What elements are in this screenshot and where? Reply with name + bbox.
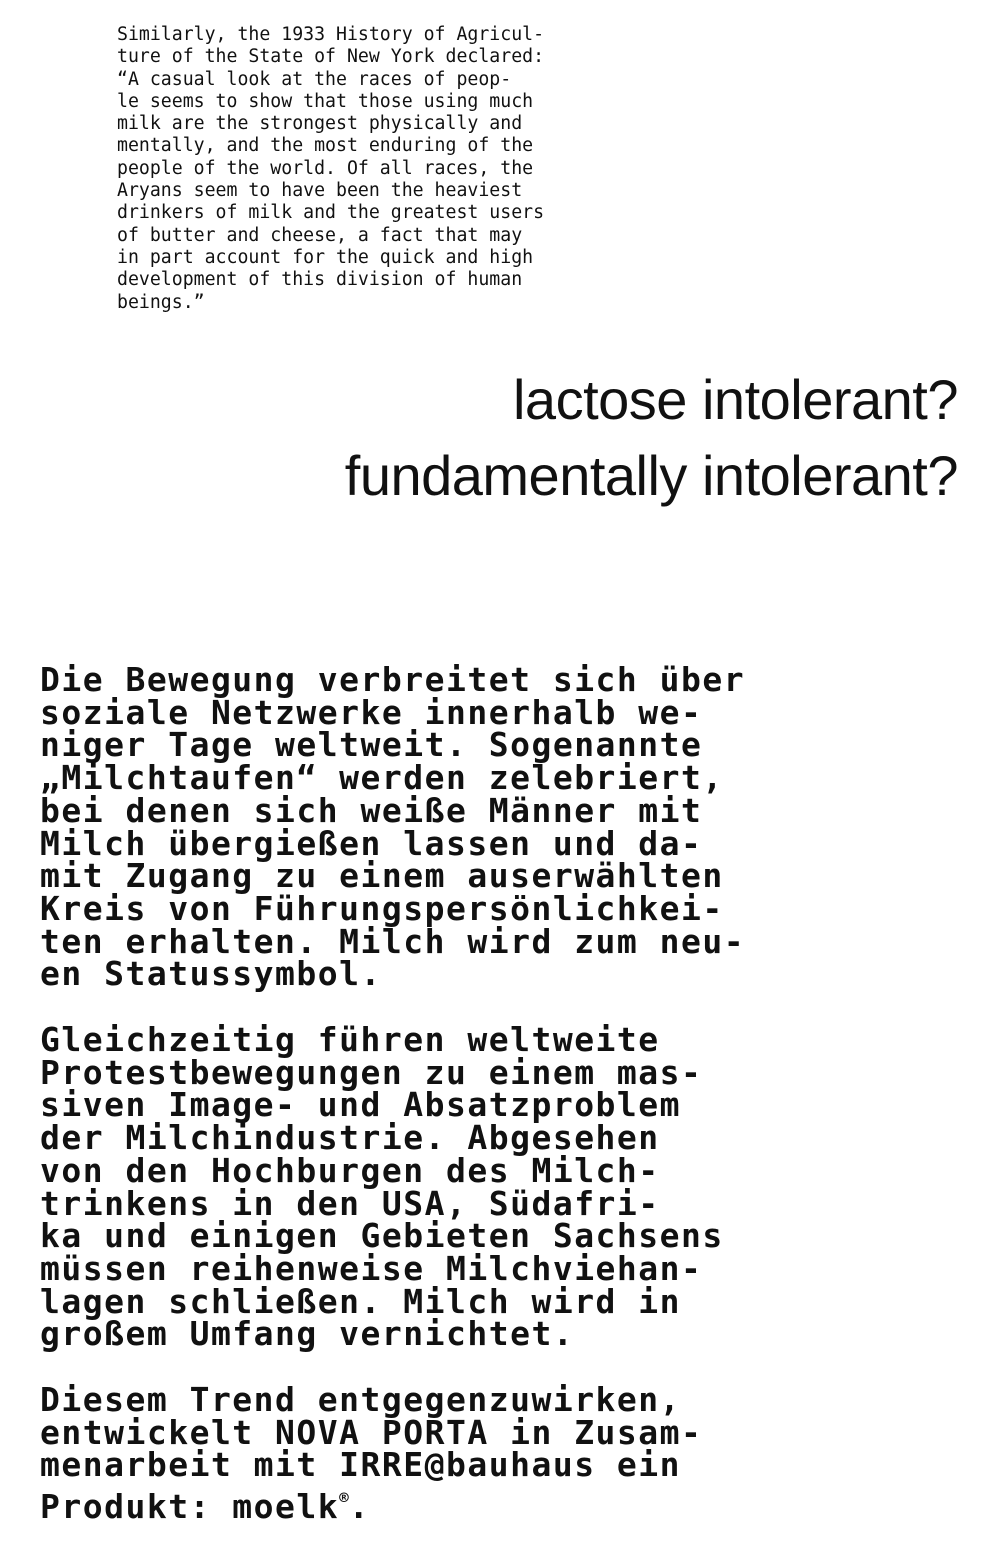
paragraph-line: ten erhalten. Milch wird zum neu- xyxy=(40,921,746,961)
quote-line: Aryans seem to have been the heaviest xyxy=(117,180,523,202)
paragraph-line: Die Bewegung verbreitet sich über xyxy=(40,660,746,699)
paragraph-line: Diesem Trend entgegenzuwirken, xyxy=(40,1380,682,1420)
paragraph-line: Kreis von Führungspersönlichkei- xyxy=(40,888,724,928)
paragraph-line: der Milchindustrie. Abgesehen xyxy=(40,1118,660,1158)
paragraph-line: mit Zugang zu einem auserwählten xyxy=(40,856,724,896)
paragraph-2 xyxy=(40,1020,960,1354)
paragraph-line: lagen schließen. Milch wird in xyxy=(40,1281,682,1321)
paragraph-line: müssen reihenweise Milchviehan- xyxy=(40,1248,703,1288)
quote-line: people of the world. Of all races, the xyxy=(117,157,534,179)
body-text xyxy=(40,660,960,1557)
paragraph-line: Protestbewegungen zu einem mas- xyxy=(40,1052,703,1092)
paragraph-line: soziale Netzwerke innerhalb we- xyxy=(40,692,703,732)
paragraph-line: bei denen sich weiße Männer mit xyxy=(40,790,703,830)
paragraph-1 xyxy=(40,660,960,994)
quote-line: milk are the strongest physically and xyxy=(117,113,523,135)
paragraph-line: niger Tage weltweit. Sogenannte xyxy=(40,725,703,765)
paragraph-last-line xyxy=(40,1482,960,1527)
paragraph-line: ka und einigen Gebieten Sachsens xyxy=(40,1216,724,1256)
paragraph-line: Gleichzeitig führen weltweite xyxy=(40,1020,660,1060)
paragraph-3 xyxy=(40,1380,960,1527)
quote-line: development of this division of human xyxy=(117,269,523,291)
quote-line: le seems to show that those using much xyxy=(117,90,534,112)
quote-line: beings.” xyxy=(117,291,205,313)
quote-line: of butter and cheese, a fact that may xyxy=(117,224,523,246)
paragraph-line: entwickelt NOVA PORTA in Zusam- xyxy=(40,1412,703,1452)
page-heading xyxy=(345,362,958,514)
quote-line: ture of the State of New York declared: xyxy=(117,46,545,68)
paragraph-line: siven Image- und Absatzproblem xyxy=(40,1085,682,1125)
paragraph-line: en Statussymbol. xyxy=(40,954,382,994)
quote-line: “A casual look at the races of peop- xyxy=(117,68,512,90)
quote-line: mentally, and the most enduring of the xyxy=(117,135,534,157)
registered-mark: ® xyxy=(339,1488,349,1508)
quote-block xyxy=(117,24,577,314)
quote-line: drinkers of milk and the greatest users xyxy=(117,202,545,224)
paragraph-line: von den Hochburgen des Milch- xyxy=(40,1150,660,1190)
paragraph-line: trinkens in den USA, Südafri- xyxy=(40,1183,660,1223)
paragraph-line: menarbeit mit IRRE@bauhaus ein xyxy=(40,1445,682,1485)
paragraph-line: großem Umfang vernichtet. xyxy=(40,1314,575,1354)
last-line-period: . xyxy=(348,1487,371,1527)
last-line-text: Produkt: moelk xyxy=(40,1487,340,1527)
quote-line: in part account for the quick and high xyxy=(117,246,534,268)
heading-line-1: lactose intolerant? xyxy=(512,368,958,431)
paragraph-line: „Milchtaufen“ werden zelebriert, xyxy=(40,758,724,798)
quote-line: Similarly, the 1933 History of Agricul- xyxy=(117,24,545,45)
heading-line-2: fundamentally intolerant? xyxy=(344,444,958,507)
paragraph-line: Milch übergießen lassen und da- xyxy=(40,823,703,863)
